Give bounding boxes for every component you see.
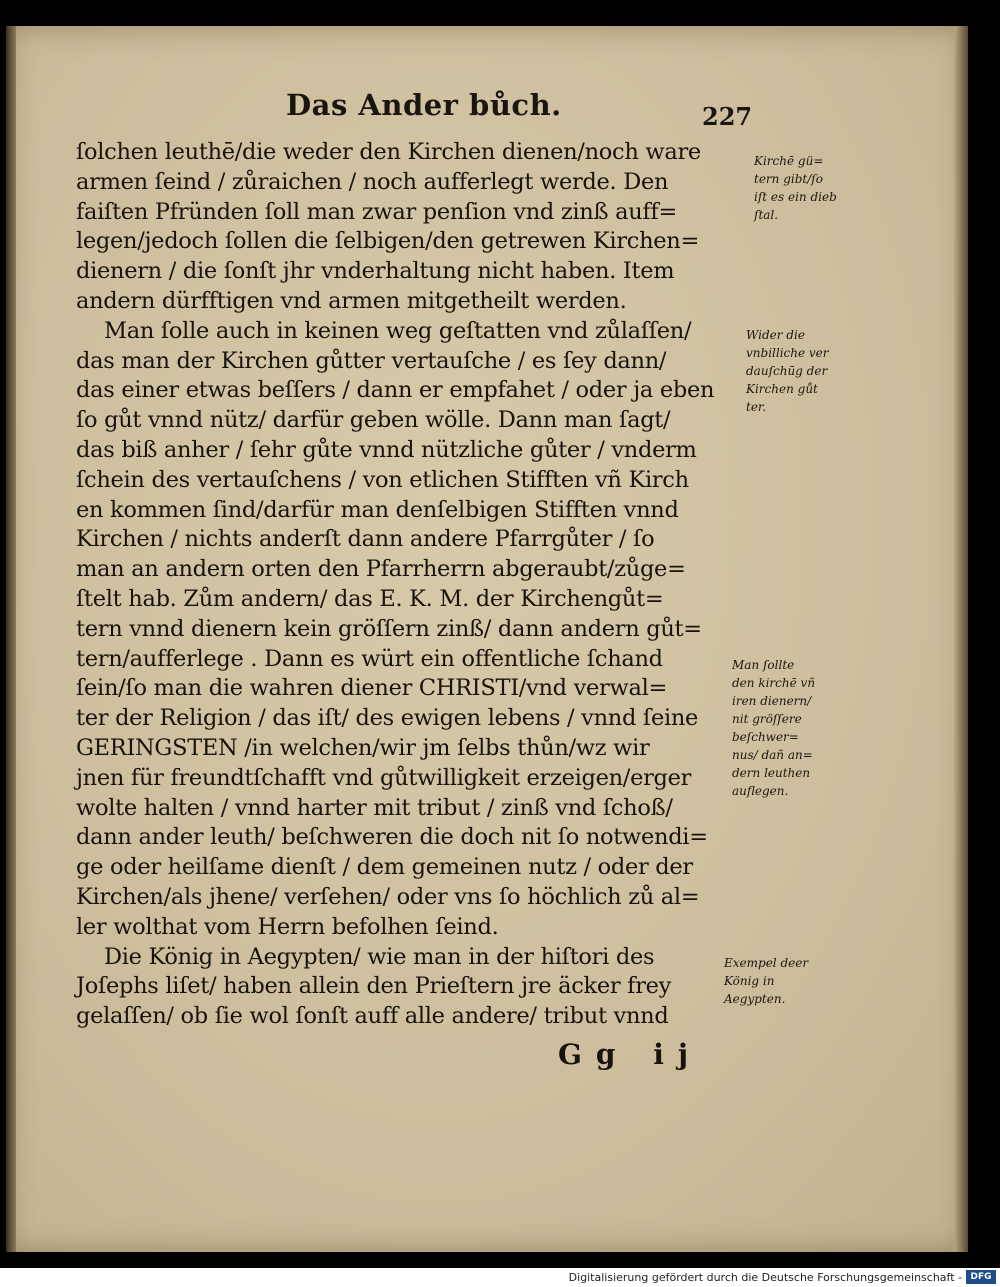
- footer-bar: [0, 1268, 1000, 1287]
- text-line: legen/jedoch ſollen die ſelbigen/den getrewen Kirchen=: [76, 228, 700, 255]
- marginal-note: [724, 954, 834, 1008]
- marginal-note-line: Wider die: [746, 328, 805, 342]
- text-line: wolte halten / vnnd harter mit tribut / zinß vnd ſchoß/: [76, 794, 673, 821]
- text-line: en kommen ſind/darfür man denſelbigen Stifften vnnd: [76, 496, 679, 523]
- running-title: Das Ander bůch.: [286, 88, 562, 122]
- marginal-note-line: Aegypten.: [724, 992, 786, 1006]
- main-text-block: [76, 138, 756, 1032]
- marginal-note-line: beſchwer=: [732, 730, 799, 744]
- text-line: ge oder heilſame dienſt / dem gemeinen nutz / oder der: [76, 854, 693, 881]
- text-line: Kirchen / nichts anderſt dann andere Pfarrgůter / ſo: [76, 526, 655, 553]
- text-line: ſein/ſo man die wahren diener CHRISTI/vnd verwal=: [76, 675, 668, 702]
- text-line: armen ſeind / zůraichen / noch aufferlegt werde. Den: [76, 168, 669, 195]
- text-line: andern dürfftigen vnd armen mitgetheilt werden.: [76, 287, 627, 314]
- marginal-note-line: ter.: [746, 400, 767, 414]
- book-page: [6, 26, 968, 1252]
- marginal-note-line: iren dienern/: [732, 694, 812, 708]
- marginal-note-line: ſtal.: [754, 208, 779, 222]
- text-line: tern/aufferlege . Dann es würt ein offentliche ſchand: [76, 645, 663, 672]
- marginal-note-line: Kirchen gůt: [746, 382, 818, 396]
- text-line: faiſten Pfründen ſoll man zwar penſion vnd zinß auff=: [76, 198, 677, 225]
- signature-mark: Gg ij: [558, 1038, 703, 1071]
- text-line: ler wolthat vom Herrn befolhen ſeind.: [76, 913, 499, 940]
- text-line: jnen für freundtſchafft vnd gůtwilligkeit erzeigen/erger: [76, 764, 692, 791]
- text-line: das einer etwas beſſers / dann er empfahet / oder ja eben: [76, 377, 715, 404]
- text-line: ſchein des vertauſchens / von etlichen Stifften vñ Kirch: [76, 466, 689, 493]
- marginal-note-line: nit gröſſere: [732, 712, 802, 726]
- marginal-note-line: auflegen.: [732, 784, 789, 798]
- text-line: tern vnnd dienern kein gröſſern zinß/ dann andern gůt=: [76, 615, 702, 642]
- text-line: dann ander leuth/ beſchweren die doch nit ſo notwendi=: [76, 824, 708, 851]
- text-line: ſo gůt vnnd nütz/ darfür geben wölle. Dann man ſagt/: [76, 407, 671, 434]
- page-number: 227: [702, 102, 753, 131]
- marginal-note-line: vnbilliche ver: [746, 346, 829, 360]
- text-line: GERINGSTEN /in welchen/wir jm ſelbs thůn/wz wir: [76, 734, 650, 761]
- text-line: das man der Kirchen gůtter vertauſche / es ſey dann/: [76, 347, 667, 374]
- marginal-note-line: Exempel deer: [724, 956, 809, 970]
- text-line: das biß anher / ſehr gůte vnnd nützliche gůter / vnderm: [76, 436, 697, 463]
- text-line: man an andern orten den Pfarrherrn abgeraubt/zůge=: [76, 556, 686, 583]
- page-right-edge: [954, 26, 968, 1252]
- marginal-note-line: iſt es ein dieb: [754, 190, 837, 204]
- text-line: gelaſſen/ ob ſie wol ſonſt auff alle andere/ tribut vnnd: [76, 1003, 669, 1030]
- text-line: ſolchen leuthē/die weder den Kirchen dienen/noch ware: [76, 139, 701, 165]
- marginal-note: [746, 326, 856, 416]
- text-line: Joſephs liſet/ haben allein den Prieſtern jre äcker frey: [76, 973, 672, 1000]
- marginal-note-line: Man ſollte: [732, 658, 795, 672]
- text-line: Die König in Aegypten/ wie man in der hiſtori des: [104, 943, 655, 970]
- text-line: ſtelt hab. Zům andern/ das E. K. M. der Kirchengůt=: [76, 585, 664, 612]
- marginal-note-line: dern leuthen: [732, 766, 811, 780]
- marginal-note: [754, 152, 864, 224]
- text-line: Man ſolle auch in keinen weg geſtatten vnd zůlaſſen/: [104, 317, 692, 344]
- dfg-logo: DFG: [966, 1270, 996, 1284]
- page-header: [6, 88, 968, 131]
- marginal-note: [732, 656, 842, 800]
- marginal-note-line: dauſchūg der: [746, 364, 828, 378]
- text-line: Kirchen/als jhene/ verſehen/ oder vns ſo höchlich zů al=: [76, 883, 700, 910]
- text-line: ter der Religion / das iſt/ des ewigen lebens / vnnd ſeine: [76, 705, 699, 732]
- marginal-note-line: Kirchē gü=: [754, 154, 824, 168]
- page-left-edge: [6, 26, 16, 1252]
- marginal-note-line: nus/ dañ an=: [732, 748, 813, 762]
- marginal-note-line: den kirchē vñ: [732, 676, 816, 690]
- footer-credit: Digitalisierung gefördert durch die Deutsche Forschungsgemeinschaft -: [568, 1271, 962, 1284]
- text-line: dienern / die ſonſt jhr vnderhaltung nicht haben. Item: [76, 258, 675, 285]
- marginal-note-line: tern gibt/ſo: [754, 172, 823, 186]
- marginal-note-line: König in: [724, 974, 775, 988]
